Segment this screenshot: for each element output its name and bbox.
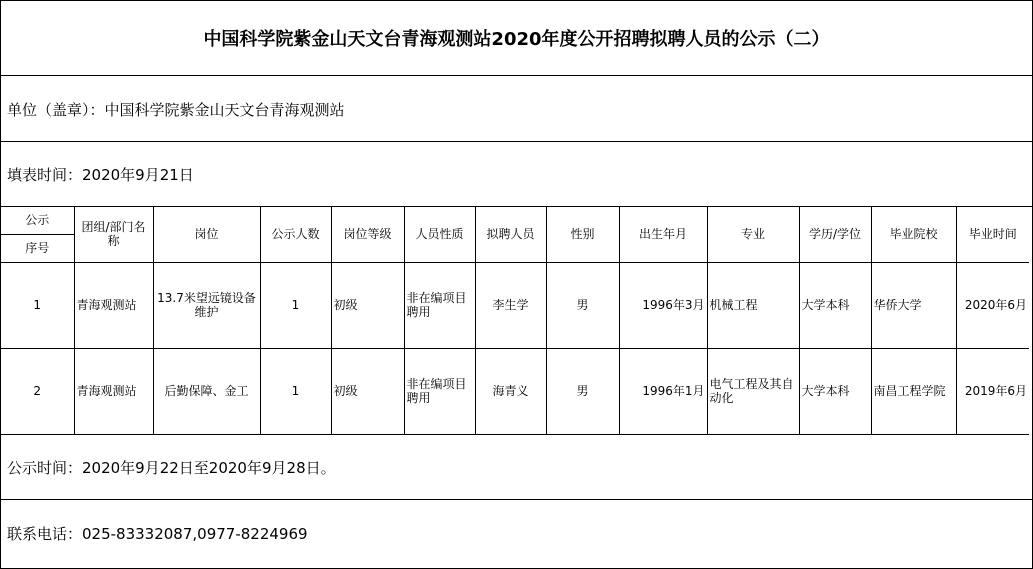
cell-post: 13.7米望远镜设备维护	[153, 262, 260, 348]
header-gender: 性别	[546, 206, 619, 262]
cell-dept: 青海观测站	[74, 262, 153, 348]
cell-count: 1	[260, 348, 331, 434]
cell-school: 南昌工程学院	[871, 348, 956, 434]
cell-major: 机械工程	[707, 262, 799, 348]
cell-dept: 青海观测站	[74, 348, 153, 434]
cell-birth: 1996年1月	[619, 348, 707, 434]
divider	[1, 75, 1032, 76]
cell-major: 电气工程及其自动化	[707, 348, 799, 434]
table-row	[1, 262, 1029, 348]
header-level: 岗位等级	[331, 206, 404, 262]
divider	[1, 499, 1032, 500]
cell-staff-type: 非在编项目聘用	[404, 348, 475, 434]
cell-degree: 大学本科	[799, 262, 871, 348]
header-birth: 出生年月	[619, 206, 707, 262]
cell-grad-time: 2020年6月	[956, 262, 1029, 348]
cell-grad-time: 2019年6月	[956, 348, 1029, 434]
cell-count: 1	[260, 262, 331, 348]
cell-birth: 1996年3月	[619, 262, 707, 348]
cell-degree: 大学本科	[799, 348, 871, 434]
cell-gender: 男	[546, 262, 619, 348]
cell-staff-type: 非在编项目聘用	[404, 262, 475, 348]
cell-candidate: 李生学	[475, 262, 546, 348]
header-dept: 团组/部门名称	[74, 206, 153, 262]
header-post: 岗位	[153, 206, 260, 262]
contact-line: 联系电话：025-83332087,0977-8224969	[7, 525, 308, 543]
header-major: 专业	[707, 206, 799, 262]
cell-no: 1	[1, 262, 74, 348]
divider	[1, 141, 1032, 142]
header-candidate: 拟聘人员	[475, 206, 546, 262]
cell-post: 后勤保障、金工	[153, 348, 260, 434]
cell-no: 2	[1, 348, 74, 434]
header-count: 公示人数	[260, 206, 331, 262]
candidate-table	[1, 206, 1029, 435]
cell-level: 初级	[331, 262, 404, 348]
header-school: 毕业院校	[871, 206, 956, 262]
cell-gender: 男	[546, 348, 619, 434]
table-row	[1, 348, 1029, 434]
cell-school: 华侨大学	[871, 262, 956, 348]
header-degree: 学历/学位	[799, 206, 871, 262]
cell-level: 初级	[331, 348, 404, 434]
cell-candidate: 海青义	[475, 348, 546, 434]
header-notice-bottom: 序号	[1, 234, 74, 262]
header-notice-top: 公示	[1, 206, 74, 234]
notice-period-line: 公示时间：2020年9月22日至2020年9月28日。	[7, 459, 336, 477]
header-grad-time: 毕业时间	[956, 206, 1029, 262]
header-staff-type: 人员性质	[404, 206, 475, 262]
page-title: 中国科学院紫金山天文台青海观测站2020年度公开招聘拟聘人员的公示（二）	[203, 29, 830, 50]
unit-line: 单位（盖章）：中国科学院紫金山天文台青海观测站	[7, 101, 345, 119]
fill-date-line: 填表时间：2020年9月21日	[7, 166, 194, 184]
